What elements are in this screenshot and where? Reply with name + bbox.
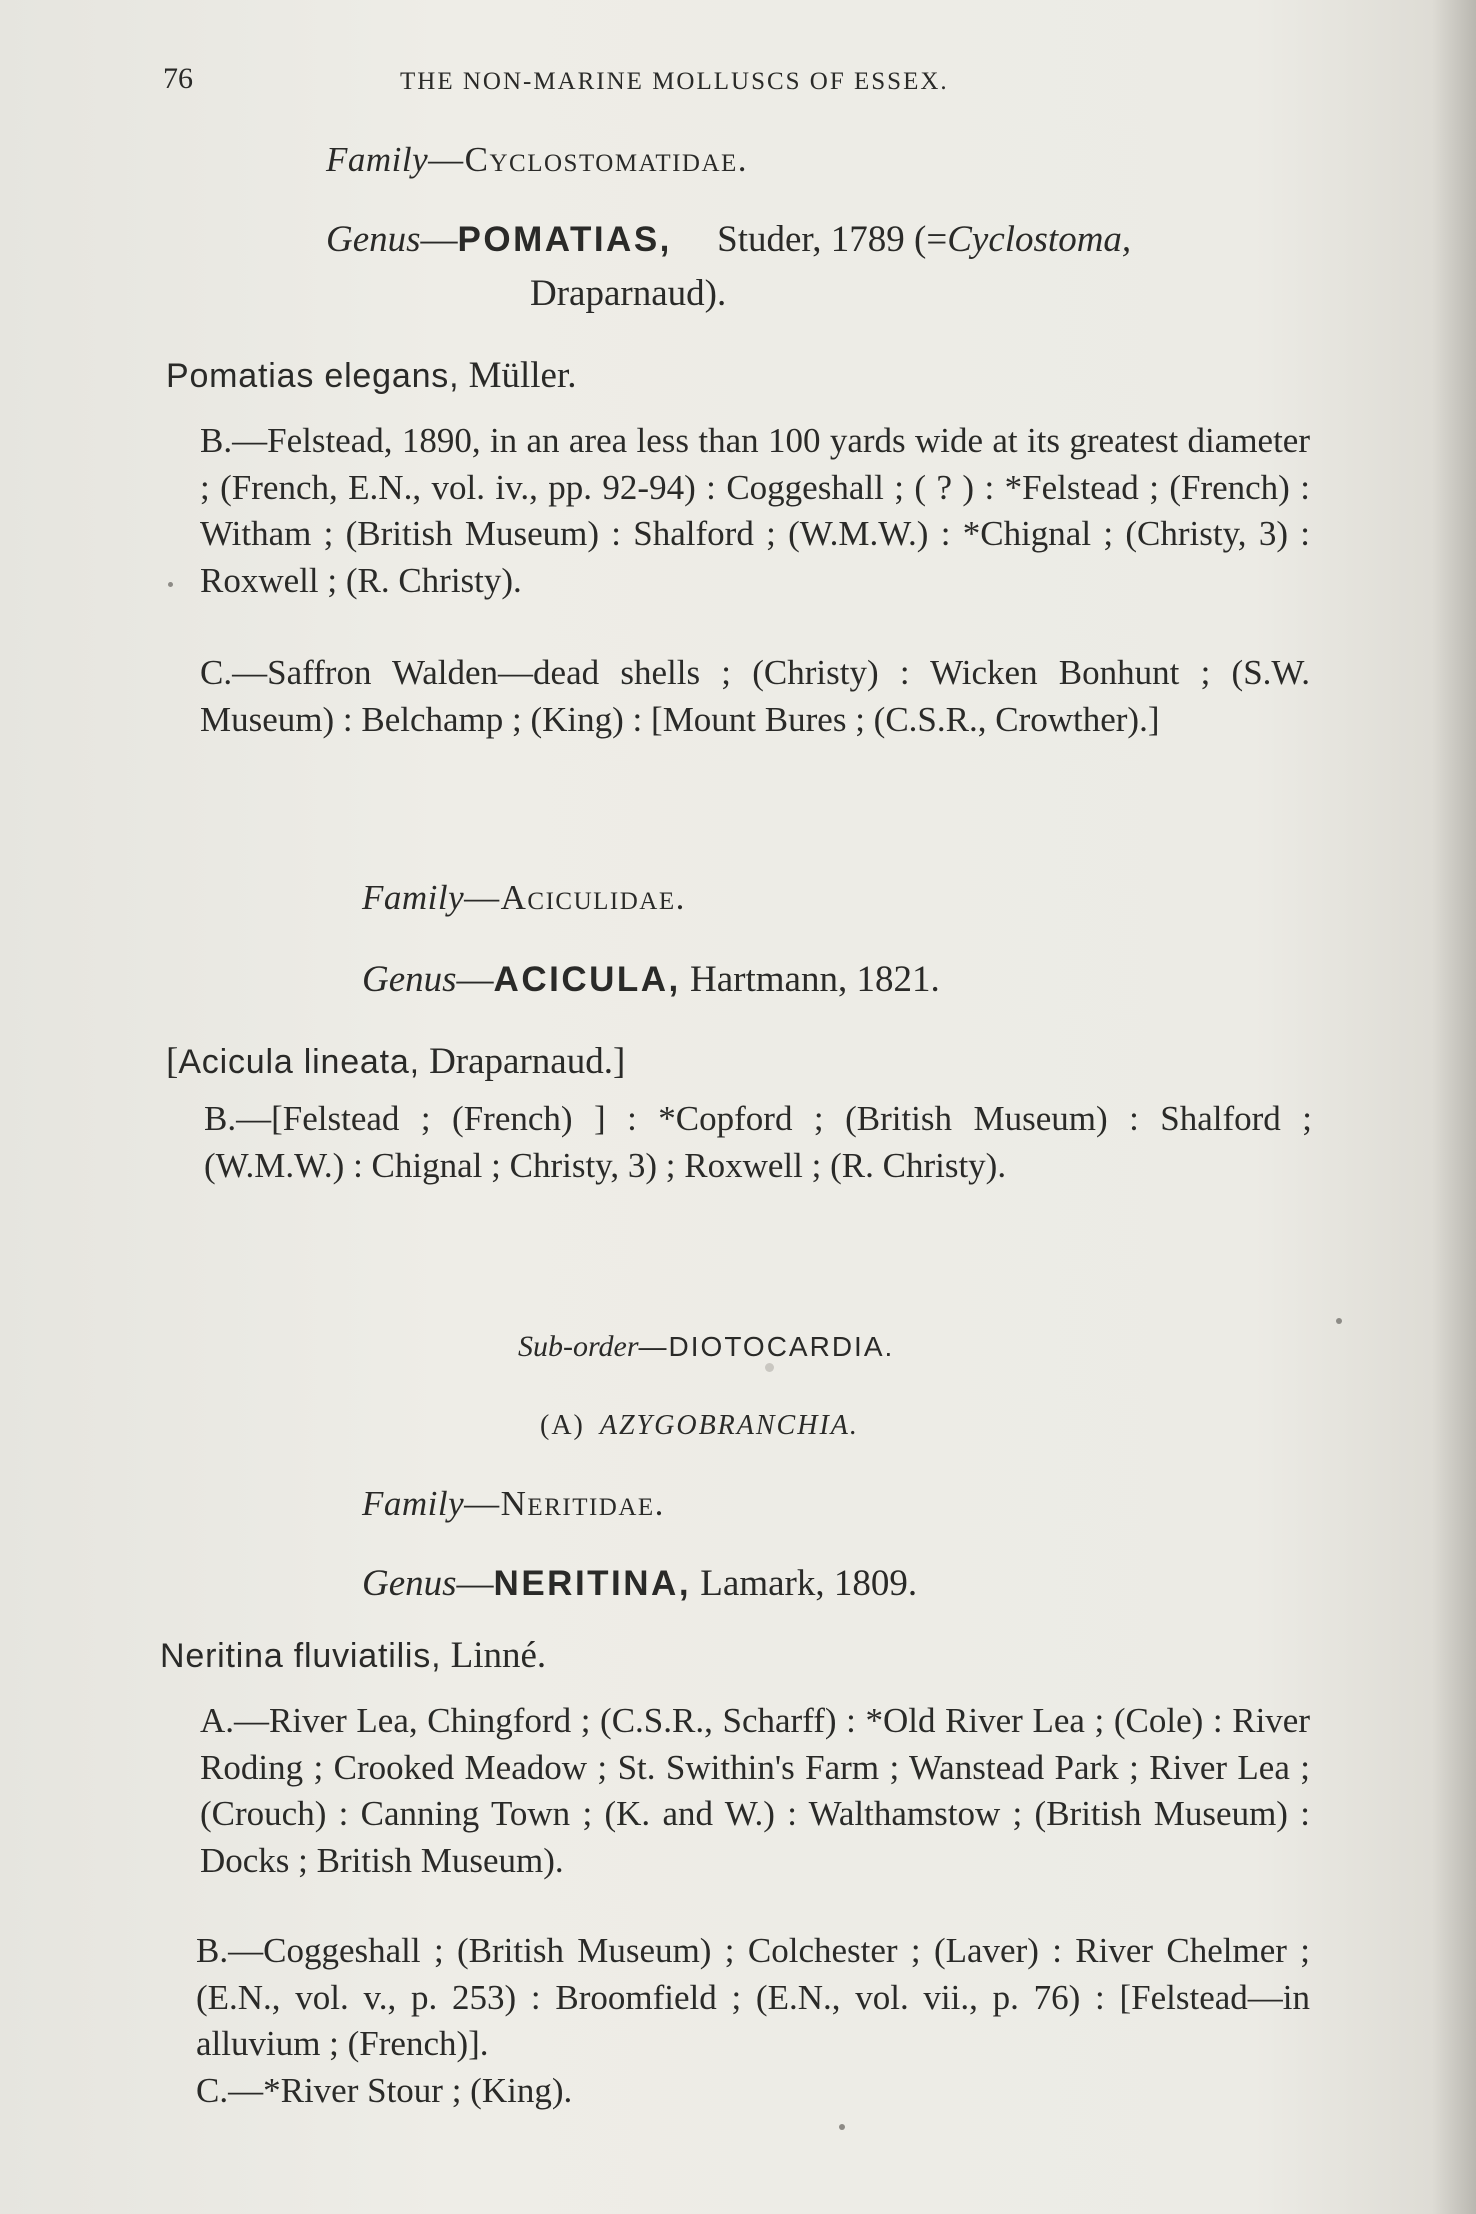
entry-text: River Lea, Chingford ; (C.S.R., Scharff) : *Old River Lea ; (Cole) : River Roding ; Crooked Meadow ; St. Swithin's Farm ; Wanstead Park ; River Lea ; (Crouch) : Canning Town ; (K. and W.) : Walthamstow ; (British Museum) : Docks ; British Museum).	[200, 1701, 1310, 1880]
entry-text: Felstead, 1890, in an area less than 100 yards wide at its greatest diameter ; (French, E.N., vol. iv., pp. 92-94) : Coggeshall ; ( ? ) : *Felstead ; (French) : Witham ; (British Museum) : Shalford ; (W.M.W.) : *Chignal ; (Christy, 3) : Roxwell ; (R. Christy).	[200, 421, 1310, 600]
family-heading-cyclostomatidae	[326, 140, 748, 180]
entry-lead: B.—	[200, 421, 268, 460]
species-author: Müller.	[468, 355, 577, 396]
genus-author: Lamark, 1809.	[700, 1563, 918, 1604]
group-name: AZYGOBRANCHIA.	[599, 1410, 859, 1441]
family-name: —Aciculidae.	[464, 878, 686, 917]
locality-entry	[200, 650, 1310, 743]
entry-text: Saffron Walden—dead shells ; (Christy) : Wicken Bonhunt ; (S.W. Museum) : Belchamp ; (King) : [Mount Bures ; (C.S.R., Crowther).]	[200, 653, 1310, 739]
genus-name: POMATIAS,	[457, 220, 672, 259]
family-prefix: Family	[362, 878, 465, 917]
species-name: Neritina fluviatilis,	[160, 1637, 442, 1675]
entry-lead: B.—	[204, 1099, 272, 1138]
genus-prefix: Genus	[362, 959, 457, 1000]
species-bracket: [	[166, 1041, 179, 1082]
locality-entry	[204, 1096, 1312, 1189]
family-name: —Neritidae.	[464, 1484, 665, 1523]
species-name: Acicula lineata,	[178, 1043, 420, 1081]
entry-lead: B.—	[196, 1931, 264, 1970]
genus-synonym: Cyclostoma,	[947, 219, 1132, 260]
genus-heading-pomatias	[326, 218, 1131, 261]
genus-prefix: Genus	[362, 1563, 457, 1604]
family-heading-neritidae	[362, 1484, 665, 1524]
family-heading-aciculidae	[362, 878, 686, 918]
entry-lead: C.—	[200, 653, 268, 692]
genus-author: Studer, 1789 (=	[717, 219, 948, 260]
family-prefix: Family	[362, 1484, 465, 1523]
genus-dash: —	[456, 1563, 494, 1604]
ink-speck	[839, 2124, 845, 2130]
species-heading-neritina-fluviatilis	[160, 1634, 546, 1677]
locality-entry	[200, 1698, 1310, 1884]
suborder-name: —DIOTOCARDIA.	[638, 1331, 895, 1362]
entry-text: *River Stour ; (King).	[263, 2071, 573, 2110]
running-title: THE NON-MARINE MOLLUSCS OF ESSEX.	[400, 68, 949, 95]
locality-entry	[200, 418, 1310, 604]
entry-text: [Felstead ; (French) ] : *Copford ; (British Museum) : Shalford ; (W.M.W.) : Chignal ; Christy, 3) ; Roxwell ; (R. Christy).	[204, 1099, 1312, 1185]
genus-dash: —	[456, 959, 494, 1000]
species-name: Pomatias elegans,	[166, 357, 460, 395]
species-heading-acicula-lineata	[166, 1040, 625, 1083]
entry-text: Coggeshall ; (British Museum) ; Colchester ; (Laver) : River Chelmer ; (E.N., vol. v., p. 253) : Broomfield ; (E.N., vol. vii., p. 76) : [Felstead—in alluvium ; (French)].	[196, 1931, 1310, 2063]
species-author: Linné.	[450, 1635, 547, 1676]
entry-lead: A.—	[200, 1701, 270, 1740]
genus-prefix: Genus	[326, 219, 421, 260]
genus-author: Hartmann, 1821.	[690, 959, 940, 1000]
genus-dash: —	[420, 219, 458, 260]
group-heading-azygobranchia	[540, 1410, 859, 1442]
genus-heading-acicula	[362, 958, 940, 1001]
ink-speck	[1336, 1318, 1342, 1324]
genus-heading-continued: Draparnaud).	[530, 273, 727, 314]
species-author: Draparnaud.]	[429, 1041, 626, 1082]
family-name: —Cyclostomatidae.	[428, 140, 749, 179]
genus-name: NERITINA,	[493, 1564, 692, 1603]
page-number: 76	[163, 62, 193, 95]
ink-speck	[765, 1363, 774, 1372]
entry-lead: C.—	[196, 2071, 264, 2110]
suborder-heading	[518, 1330, 894, 1364]
genus-heading-neritina	[362, 1562, 917, 1605]
family-prefix: Family	[326, 140, 429, 179]
species-heading-pomatias-elegans	[166, 354, 577, 397]
locality-entry	[196, 2068, 1310, 2115]
genus-name: ACICULA,	[493, 960, 681, 999]
locality-entry	[196, 1928, 1310, 2068]
suborder-prefix: Sub-order	[518, 1330, 639, 1363]
ink-speck	[168, 582, 173, 587]
group-label: (A)	[540, 1410, 585, 1441]
